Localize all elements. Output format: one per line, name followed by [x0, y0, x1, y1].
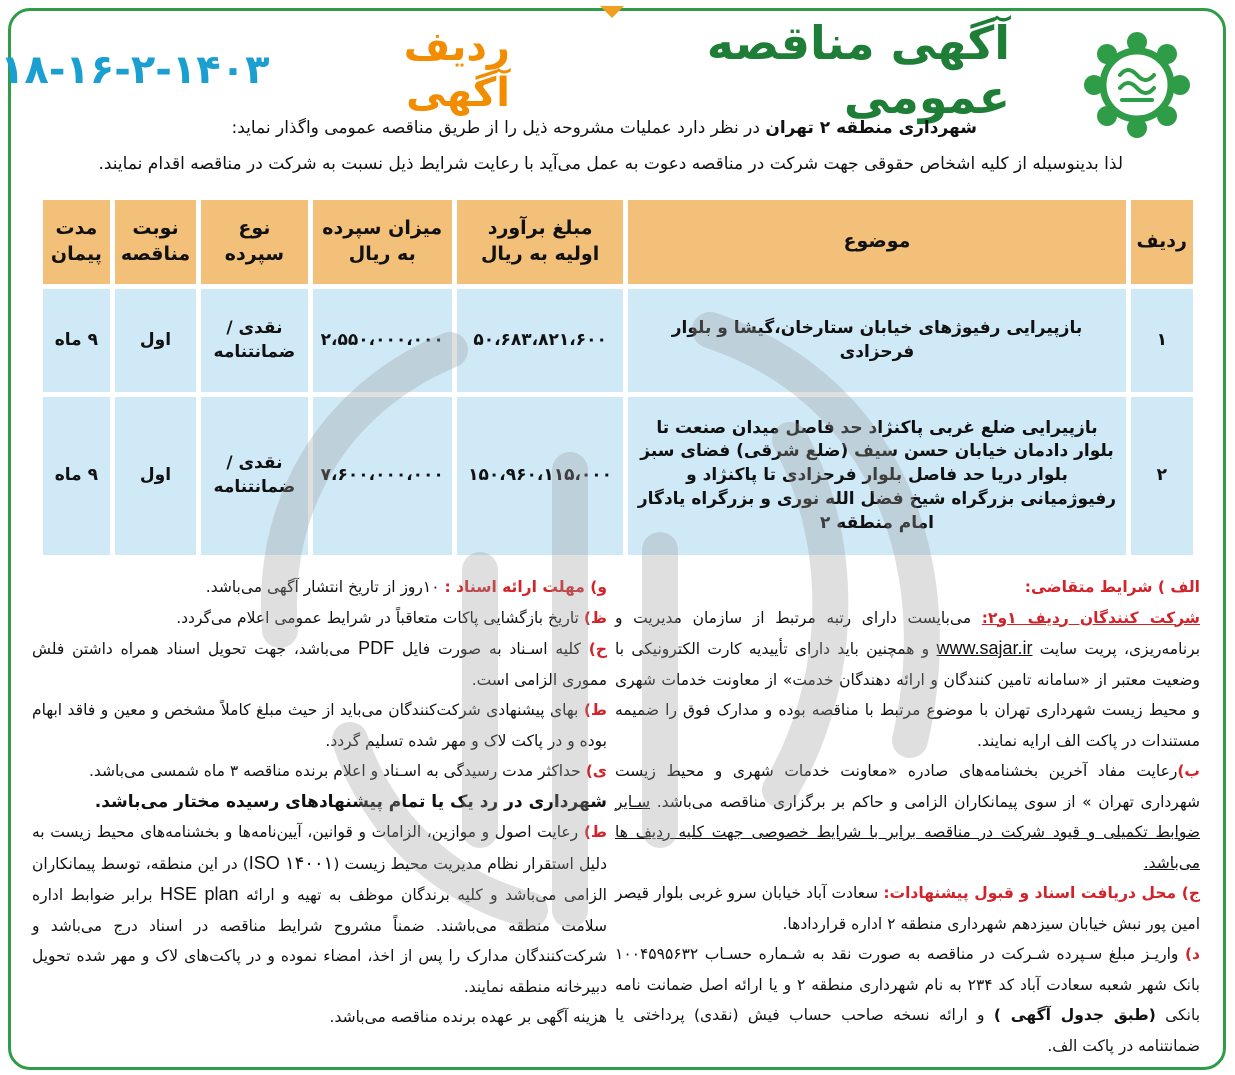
conditions-right-column: [615, 572, 1200, 1061]
condition-ta2-label: ط): [583, 823, 607, 841]
header-round: نوبت مناقصه: [115, 200, 196, 284]
headline-ad-number: ۱۸-۱۶-۲-۱۴۰۳: [0, 47, 270, 93]
condition-alef-sub-label: شرکت کنندگان ردیف ۱و۲:: [981, 608, 1200, 627]
condition-vav-text: ۱۰روز از تاریخ انتشار آگهی می‌باشد.: [205, 578, 440, 596]
condition-be-text: رعایت مفاد آخرین بخشنامه‌های صادره «معاونت خدمات شهری و محیط زیست شهرداری تهران » از سوی پیمانکاران الزامی و حاکم بر برگزاری مناقصه می‌باشد.: [615, 762, 1200, 811]
condition-ye-text: حداکثر مدت رسیدگی به اسـناد و اعلام برنده مناقصه ۳ ماه شمسی می‌باشد.: [88, 762, 581, 780]
hse-plan-label: HSE plan: [159, 884, 239, 904]
condition-za: [32, 603, 607, 634]
headline-title: آگهی مناقصه عمومی: [706, 16, 1010, 124]
condition-jim-label: ج) محل دریافت اسناد و قبول پیشنهادات:: [883, 884, 1200, 902]
intro-line-1: [231, 118, 977, 138]
condition-ta: [32, 695, 607, 756]
cell-row-number: ۱: [1131, 289, 1193, 392]
table-row: [43, 289, 1193, 392]
conditions-left-column: [32, 572, 607, 1033]
sajar-website-link[interactable]: www.sajar.ir: [936, 638, 1033, 658]
condition-alef: [615, 572, 1200, 756]
cell-deposit-type: نقدی / ضمانتنامه: [201, 289, 308, 392]
cell-deposit-amount: ۲،۵۵۰،۰۰۰،۰۰۰: [313, 289, 452, 392]
table-header-row: [43, 200, 1193, 284]
condition-ye-label: ی): [585, 762, 607, 780]
cell-estimate: ۵۰،۶۸۳،۸۲۱،۶۰۰: [457, 289, 624, 392]
condition-dal-label: د): [1184, 945, 1200, 963]
tehran-municipality-logo-icon: [1082, 30, 1192, 140]
condition-be-label: ب): [1177, 762, 1200, 780]
cell-estimate: ۱۵۰،۹۶۰،۱۱۵،۰۰۰: [457, 397, 624, 555]
cell-duration: ۹ ماه: [43, 397, 110, 555]
condition-ta-text: بهای پیشنهادی شرکت‌کنندگان می‌باید از حیث مبلغ کاملاً مشخص و معین و فاقد ابهام بوده و در پاکت لاک و مهر شده تسلیم گردد.: [32, 701, 607, 750]
condition-he-text: کلیه اسـناد به صورت فایل: [401, 640, 581, 658]
condition-jim: [615, 878, 1200, 939]
condition-be-text-2: سـایر ضوابط تکمیلی و قیود شرکت در مناقصه برابر با شرایط خصوصی جهت کلیه ردیف ها می‌باشد.: [615, 792, 1200, 872]
intro-line-1-text: در نظر دارد عملیات مشروحه ذیل را از طریق مناقصه عمومی واگذار نماید:: [231, 118, 760, 138]
condition-za-text: تاریخ بازگشایی پاکات متعاقباً در شرایط عمومی اعلام می‌گردد.: [176, 608, 579, 627]
condition-ta2-text-2: ) در این منطقه، توسط پیمانکاران الزامی می‌باشد و کلیه برندگان موظف به تهیه و ارائه: [32, 854, 607, 904]
condition-ta2-text-3: برابر ضوابط اداره سلامت منطقه می‌باشند. ضمناً مشروح شرایط مناقصه در اسناد درج می‌باشد و شرکت‌کنندگان مدارک را پس از اخذ، امضاء نموده و در پاکت‌های لاک و مهر شده تحویل دبیرخانه منطقه نمایند.: [32, 886, 607, 996]
header-deposit-type: نوع سپرده: [201, 200, 308, 284]
cell-round: اول: [115, 289, 196, 392]
iso-standard-label: ISO ۱۴۰۰۱: [248, 852, 334, 873]
headline-ad-row-label: ردیف آگهی: [403, 24, 510, 116]
cell-subject: بازپیرایی رفیوژهای خیابان ستارخان،گیشا و بلوار فرحزادی: [628, 289, 1125, 392]
condition-ta-label: ط): [583, 701, 607, 719]
condition-dal-text-2: و ارائه نسخه صاحب حساب فیش (نقدی) پرداختی یا ضمانتنامه در پاکت الف.: [615, 1006, 1200, 1055]
condition-jim-text: سعادت آباد خیابان سرو غربی بلوار قیصر امین پور نبش خیابان سیزدهم شهرداری منطقه ۲ اداره قراردادها.: [615, 884, 1200, 933]
condition-dal: [615, 939, 1200, 1061]
header-duration: مدت پیمان: [43, 200, 110, 284]
tender-table: [38, 195, 1198, 560]
cell-row-number: ۲: [1131, 397, 1193, 555]
condition-alef-label: الف ) شرایط متقاضی:: [1024, 578, 1200, 596]
condition-he-label: ح): [588, 640, 607, 658]
table-row: [43, 397, 1193, 555]
pdf-format-label: PDF: [358, 638, 395, 658]
condition-ye-bold: شهرداری در رد یک یا تمام پیشنهادهای رسیده مختار می‌باشد.: [94, 791, 607, 812]
condition-he-text-2: می‌باشد، جهت تحویل اسناد همراه داشتن فلش مموری الزامی است.: [32, 640, 607, 689]
condition-ta2-text: رعایت اصول و موازین، الزامات و قوانین، آیین‌نامه‌ها و بخشنامه‌های محیط زیست به دلیل استقرار نظام مدیریت محیط زیست (: [32, 823, 607, 873]
cell-subject: بازپیرایی ضلع غربی پاکنژاد حد فاصل میدان صنعت تا بلوار دادمان خیابان حسن سیف (ضلع شرقی) فضای سبز بلوار دریا حد فاصل بلوار فرحزادی تا پاکنژاد و رفیوژمیانی بزرگراه شیخ فضل الله نوری و بزرگراه یادگار امام منطقه ۲: [628, 397, 1125, 555]
condition-vav: [32, 572, 607, 603]
condition-alef-text: می‌بایست دارای رتبه مرتبط از سازمان مدیریت و برنامه‌ریزی، پریت سایت: [615, 608, 1201, 658]
condition-za-label: ظ): [583, 608, 607, 627]
header-row-number: ردیف: [1131, 200, 1193, 284]
condition-dal-text: واریـز مبلغ سـپرده شـرکت در مناقصه به صورت نقد به شـماره حسـاب ۱۰۰۴۵۹۵۶۳۲ بانک شهر شعبه سعادت آباد کد ۲۳۴ به نام شهرداری منطقه ۲ و یا ارائه اصل ضمانت نامه بانکی: [615, 945, 1201, 1024]
condition-vav-label: و) مهلت ارائه اسناد :: [444, 578, 607, 596]
condition-dal-bold: (طبق جدول آگهی ): [993, 1006, 1156, 1024]
cell-deposit-amount: ۷،۶۰۰،۰۰۰،۰۰۰: [313, 397, 452, 555]
issuer-name: شهرداری منطقه ۲ تهران: [765, 118, 977, 138]
cell-deposit-type: نقدی / ضمانتنامه: [201, 397, 308, 555]
header-estimate: مبلغ برآورد اولیه به ریال: [457, 200, 624, 284]
intro-line-2: لذا بدینوسیله از کلیه اشخاص حقوقی جهت شرکت در مناقصه دعوت به عمل می‌آید با رعایت شرایط ذیل نسبت به شرکت در مناقصه اقدام نمایند.: [98, 154, 1123, 174]
condition-he: [32, 633, 607, 695]
advertisement-cost-note: هزینه آگهی بر عهده برنده مناقصه می‌باشد.: [329, 1008, 607, 1026]
condition-ye: [32, 756, 607, 817]
header-subject: موضوع: [628, 200, 1125, 284]
condition-be: [615, 756, 1200, 878]
condition-ta2: [32, 817, 607, 1002]
header-deposit-amount: میزان سپرده به ریال: [313, 200, 452, 284]
cell-duration: ۹ ماه: [43, 289, 110, 392]
condition-alef-text-2: و همچنین باید دارای تأییدیه کارت الکترونیکی با وضعیت معتبر از «سامانه تامین کنندگان و ارائه دهندگان خدمت» از معاونت خدمات شهری و محیط زیست شهرداری تهران با موضوع مرتبط با مناقصه بوده و مدارک فوق را ضمیمه مستندات در پاکت الف ارایه نمایند.: [615, 640, 1200, 750]
headline: [0, 16, 1010, 124]
cell-round: اول: [115, 397, 196, 555]
